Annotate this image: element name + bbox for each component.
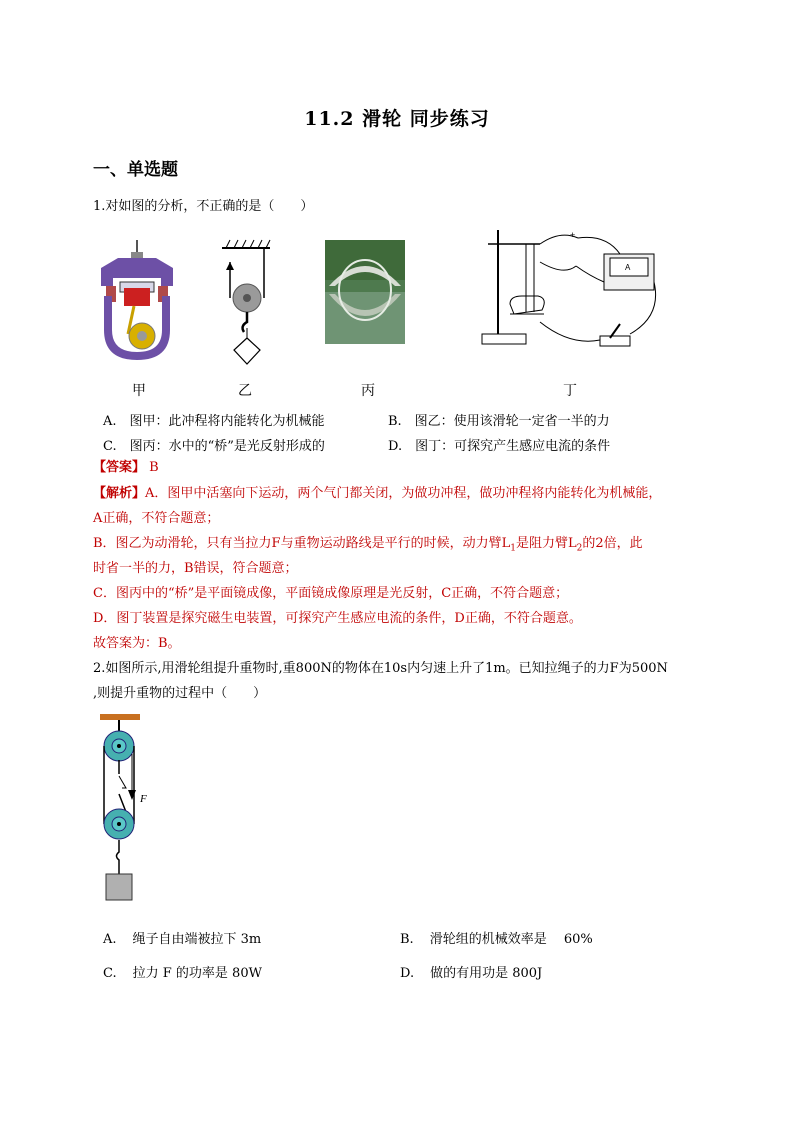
answer-label: 【答案】 <box>93 460 146 475</box>
q1-analysis-line-1: 【解析】A．图甲中活塞向下运动，两个气门都关闭，为做功冲程，做功冲程将内能转化为机械能， <box>93 486 662 501</box>
movable-pulley-figure <box>220 238 272 366</box>
q2-option-b: B. 滑轮组的机械效率是 60% <box>400 932 593 947</box>
question-2-stem-line-2: ,则提升重物的过程中（ ） <box>93 686 267 701</box>
engine-figure <box>98 238 176 362</box>
q2-option-d: D. 做的有用功是 800J <box>400 966 543 981</box>
force-f-label: F <box>140 793 147 805</box>
page-title: 11.2 滑轮 同步练习 <box>304 108 490 130</box>
induction-apparatus-figure <box>480 226 662 356</box>
q1-option-a: A. 图甲：此冲程将内能转化为机械能 <box>103 414 325 429</box>
q1-option-c: C. 图丙：水中的“桥”是光反射形成的 <box>103 439 325 454</box>
q1-analysis-line-4: 时省一半的力，B错误，符合题意； <box>93 561 298 576</box>
caption-ding: 丁 <box>563 383 577 399</box>
q1-analysis-line-2: A正确，不符合题意； <box>93 511 220 526</box>
caption-yi: 乙 <box>238 383 252 399</box>
q2-option-c: C. 拉力 F 的功率是 80W <box>103 966 262 981</box>
q1-analysis-line-7: 故答案为：B。 <box>93 636 181 651</box>
bridge-photo <box>325 240 405 344</box>
q1-analysis-line-5: C．图丙中的“桥”是平面镜成像，平面镜成像原理是光反射，C正确，不符合题意； <box>93 586 569 601</box>
answer-value: B <box>149 460 159 475</box>
question-2-stem-line-1: 2.如图所示,用滑轮组提升重物时,重800N的物体在10s内匀速上升了1m。已知拉绳子的力F为500N <box>93 661 668 676</box>
q1-option-b: B. 图乙：使用该滑轮一定省一半的力 <box>388 414 610 429</box>
caption-bing: 丙 <box>361 383 375 399</box>
pulley-block-figure <box>92 714 152 904</box>
section-heading: 一、单选题 <box>93 160 178 180</box>
svg-text:+: + <box>570 230 576 240</box>
q1-analysis-line-3: B．图乙为动滑轮，只有当拉力F与重物运动路线是平行的时候，动力臂$L_1$是阻力臂$L_2$的2倍，此 <box>93 536 643 554</box>
q1-answer <box>93 456 159 480</box>
q1-option-d: D. 图丁：可探究产生感应电流的条件 <box>388 439 611 454</box>
q2-option-a: A. 绳子自由端被拉下 3m <box>103 932 262 947</box>
analysis-label: 【解析】 <box>93 486 146 501</box>
question-1-stem: 1.对如图的分析，不正确的是（ ） <box>93 199 314 214</box>
q1-analysis-line-6: D．图丁装置是探究磁生电装置，可探究产生感应电流的条件，D正确，不符合题意。 <box>93 611 582 626</box>
caption-jia: 甲 <box>132 383 146 399</box>
meter-label: A <box>625 263 631 272</box>
